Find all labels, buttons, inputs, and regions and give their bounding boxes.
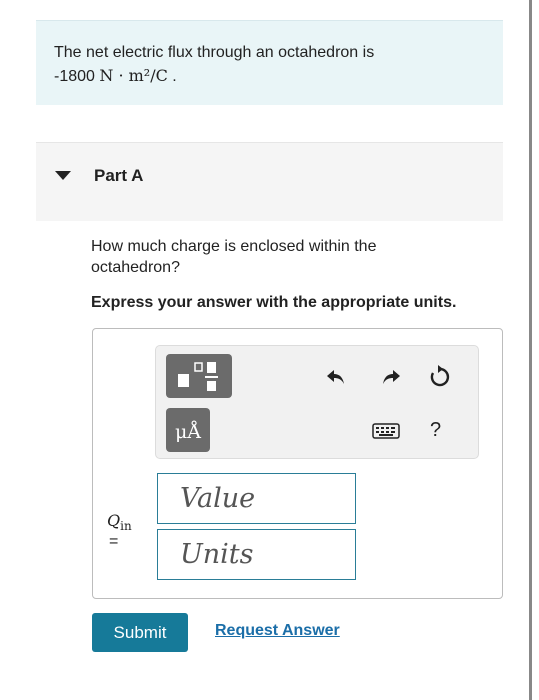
redo-icon (379, 367, 401, 387)
scrollbar-track[interactable] (529, 0, 532, 700)
redo-button[interactable] (377, 364, 403, 390)
templates-button[interactable] (166, 354, 232, 398)
part-a-header[interactable] (36, 142, 503, 221)
flux-units: N · m²/C (99, 66, 168, 85)
keyboard-icon (372, 423, 400, 439)
variable-subscript: in (120, 519, 132, 534)
answer-box (92, 328, 503, 599)
flux-value: -1800 (54, 68, 95, 85)
keyboard-button[interactable] (371, 418, 401, 444)
reset-button[interactable] (427, 364, 453, 390)
units-button[interactable]: μÅ (166, 408, 210, 452)
problem-text: The net electric flux through an octahedron is (54, 44, 375, 61)
equals-sign: = (109, 533, 119, 550)
undo-button[interactable] (324, 364, 350, 390)
math-toolbar (155, 345, 479, 459)
undo-icon (326, 367, 348, 387)
question-text: How much charge is enclosed within the octahedron? (91, 238, 377, 276)
request-answer-link[interactable]: Request Answer (215, 622, 340, 639)
instruction-text: Express your answer with the appropriate units. (91, 294, 457, 311)
collapse-triangle-icon[interactable] (55, 171, 71, 180)
answer-variable-label (107, 511, 132, 533)
templates-icon (166, 354, 232, 398)
units-input[interactable] (157, 529, 356, 580)
value-input[interactable] (157, 473, 356, 524)
problem-statement: The net electric flux through an octahedron is -1800 N · m²/C . (36, 20, 503, 105)
reset-icon (428, 365, 452, 389)
submit-button[interactable]: Submit (92, 613, 188, 652)
help-button[interactable]: ? (430, 419, 442, 441)
variable-symbol: Q (107, 511, 121, 530)
part-title: Part A (94, 166, 144, 185)
